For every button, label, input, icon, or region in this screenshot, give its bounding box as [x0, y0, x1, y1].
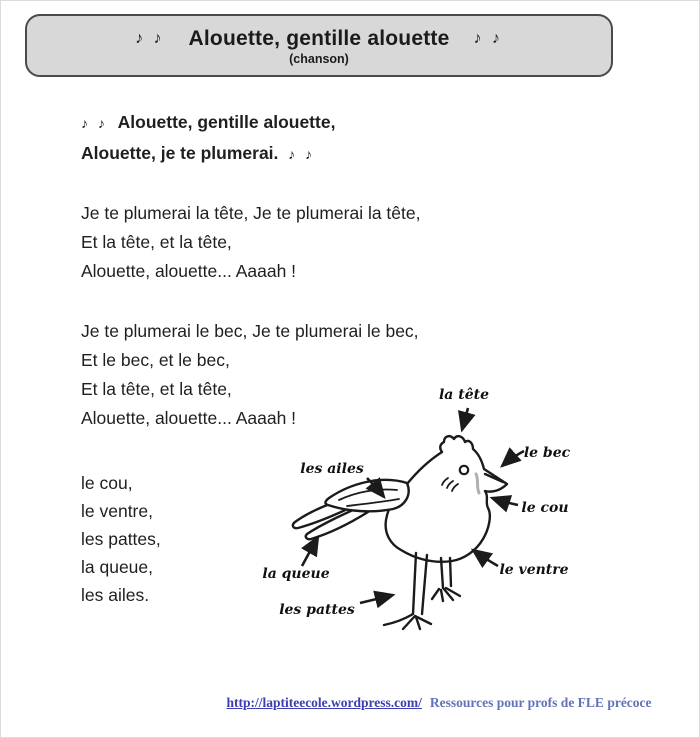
arrow-le-ventre	[473, 550, 498, 566]
label-les-ailes: les ailes	[300, 461, 364, 477]
arrow-le-bec	[502, 451, 524, 466]
music-notes-icon: ♪ ♪	[473, 30, 503, 47]
chorus-line-text: Alouette, je te plumerai.	[81, 143, 279, 163]
music-notes-icon: ♪ ♪	[135, 30, 165, 47]
label-les-pattes: les pattes	[279, 602, 355, 618]
verse-line: Je te plumerai la tête, Je te plumerai la tête,	[81, 203, 421, 223]
list-item: la queue,	[81, 557, 154, 577]
header-title-row	[135, 27, 503, 51]
list-item: les pattes,	[81, 529, 161, 549]
page-title: Alouette, gentille alouette	[188, 27, 450, 50]
bird-eye	[460, 466, 468, 474]
list-item: le ventre,	[81, 501, 153, 521]
header-box	[25, 14, 613, 77]
page-subtitle: (chanson)	[289, 52, 349, 66]
source-link[interactable]: http://laptiteecole.wordpress.com/	[226, 695, 422, 710]
footer	[189, 695, 689, 711]
list-item: les ailes.	[81, 585, 150, 605]
bird-illustration	[256, 381, 621, 641]
verse-line: Je te plumerai le bec, Je te plumerai le bec,	[81, 321, 419, 341]
music-notes-icon: ♪ ♪	[288, 146, 316, 162]
arrow-les-pattes	[360, 595, 393, 603]
bird-diagram	[256, 381, 621, 641]
chorus-line-text: Alouette, gentille alouette,	[117, 112, 336, 132]
chorus-block	[81, 107, 335, 169]
label-la-tete: la tête	[438, 387, 490, 403]
label-le-cou: le cou	[521, 500, 569, 516]
verse-line: Alouette, alouette... Aaaah !	[81, 261, 297, 281]
label-la-queue: la queue	[262, 566, 330, 582]
verse-line: Alouette, alouette... Aaaah !	[81, 408, 297, 428]
arrow-la-tete	[462, 408, 468, 430]
arrow-la-queue	[302, 537, 318, 566]
verse-line: Et le bec, et le bec,	[81, 350, 230, 370]
label-le-ventre: le ventre	[499, 562, 569, 578]
verse-line: Et la tête, et la tête,	[81, 232, 232, 252]
arrow-le-cou	[492, 498, 518, 505]
footer-credit: Ressources pour profs de FLE précoce	[429, 695, 652, 710]
word-list	[81, 469, 161, 609]
chorus-line	[81, 138, 335, 169]
chorus-line	[81, 107, 335, 138]
list-item: le cou,	[81, 473, 133, 493]
verse-line: Et la tête, et la tête,	[81, 379, 232, 399]
verse-1	[81, 199, 420, 286]
label-le-bec: le bec	[523, 445, 571, 461]
music-notes-icon: ♪ ♪	[81, 115, 108, 131]
